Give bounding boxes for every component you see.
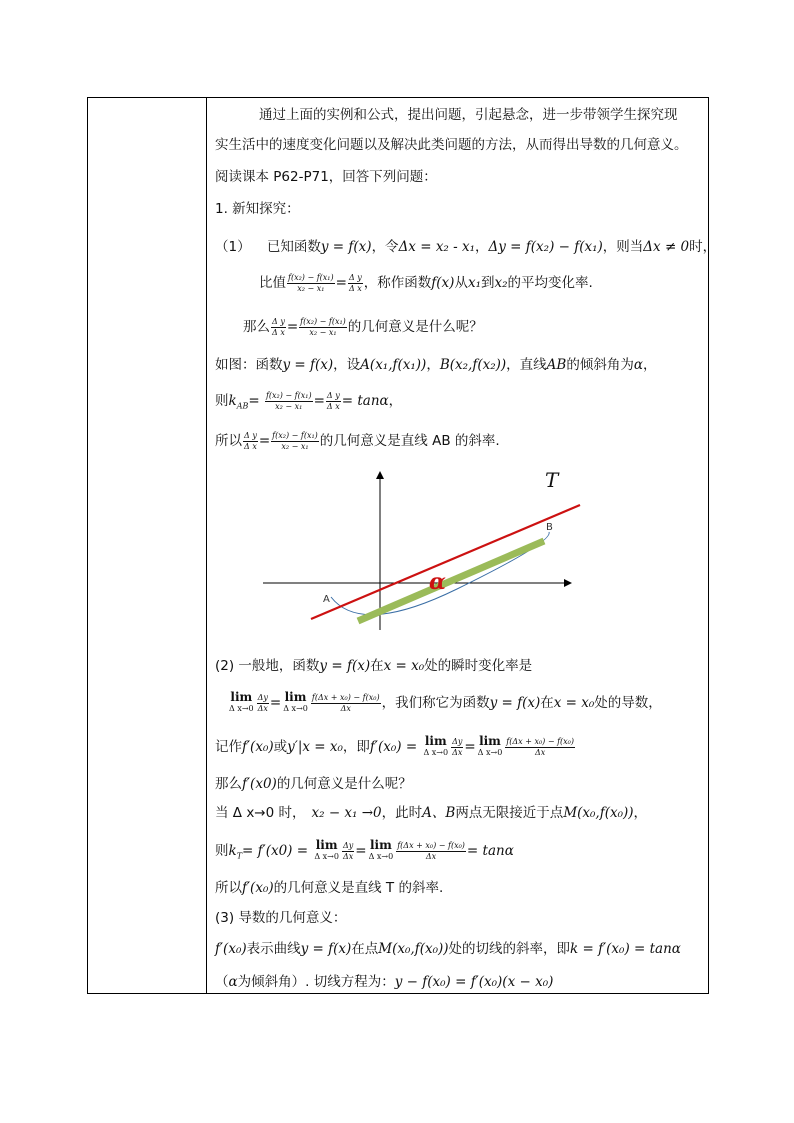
fraction-numerator: Δy: [342, 840, 354, 850]
part2-limit-line: [227, 688, 662, 718]
math-k-equals-tan: k = f′(x₀) = tanα: [570, 941, 681, 957]
math-k-subscript: T: [236, 851, 243, 861]
part2-tangent-slope-line: [215, 836, 514, 872]
text: 或: [273, 739, 288, 755]
limit-subscript: Δ x→0: [423, 748, 449, 757]
text: ，称作函数: [363, 275, 432, 291]
fraction-denominator: Δx: [340, 703, 351, 713]
text: 所以: [215, 433, 242, 449]
fraction-increment-quotient: [311, 693, 381, 714]
text: 如图：函数: [215, 357, 283, 373]
part1-ratio-line: [259, 271, 593, 295]
math-y-equals-fx: y = f(x): [282, 357, 334, 373]
part3-meaning-line: [215, 940, 681, 958]
text: 的几何意义是直线 AB 的斜率.: [319, 433, 500, 449]
point-label-A: A: [323, 594, 330, 605]
fraction-denominator: Δ x: [272, 327, 285, 337]
math-k: k: [228, 843, 237, 859]
equals-sign: =: [464, 739, 476, 755]
math-tan-alpha: = tanα: [466, 843, 514, 859]
math-x2-minus-x1: x₂ − x₁ →0: [311, 805, 382, 821]
text: 在点: [351, 941, 379, 957]
equals-sign: =: [258, 433, 271, 449]
fraction-difference-quotient: [299, 317, 347, 338]
text: 处的导数，: [594, 695, 662, 711]
text: 的平均变化率.: [507, 275, 593, 291]
math-alpha: α: [228, 974, 238, 990]
text: 从: [454, 275, 468, 291]
equals-sign: =: [335, 275, 347, 291]
part1-known-line: [215, 238, 716, 256]
fraction-numerator: f(x₂) − f(x₁): [288, 272, 334, 282]
math-delta-x: Δx = x₂ - x₁: [398, 239, 476, 255]
math-x2: x₂: [494, 275, 508, 291]
text: 所以: [215, 880, 242, 896]
fraction-numerator: Δy: [257, 692, 268, 702]
part3-heading: (3) 导数的几何意义：: [215, 910, 347, 926]
equals-sign: =: [269, 695, 282, 711]
limit-subscript: Δ x→0: [368, 852, 394, 861]
limit-word: lim: [479, 734, 501, 748]
math-points-AB: A、B: [422, 805, 456, 821]
intro-line-2: 实生活中的速度变化问题以及解决此类问题的方法，从而得出导数的几何意义。: [215, 137, 688, 153]
fraction-difference-quotient: [287, 273, 335, 294]
fraction-denominator: x₂ − x₁: [275, 401, 303, 411]
fraction-increment-quotient: [396, 841, 466, 862]
limit-subscript: Δ x→0: [283, 704, 308, 713]
secant-line-AB: [358, 541, 544, 621]
fraction-denominator: Δx: [342, 851, 354, 861]
tangent-label-T: T: [545, 468, 559, 492]
math-point-B: B(x₂,f(x₂)): [439, 357, 507, 373]
math-y-equals-fx: y = f(x): [320, 239, 372, 255]
text: 为倾斜角）. 切线方程为：: [237, 974, 395, 990]
text: ，: [426, 357, 440, 373]
text: 记作: [215, 739, 242, 755]
text: （: [215, 974, 229, 990]
fraction-increment-quotient: [505, 737, 575, 758]
limit-operator: [283, 692, 308, 714]
section-heading-new-knowledge: 1. 新知探究：: [215, 201, 300, 217]
equals-sign: =: [313, 393, 325, 409]
fraction-denominator: Δ x: [244, 441, 257, 451]
text: 表示曲线: [246, 941, 301, 957]
text: 处的切线的斜率，即: [448, 941, 571, 957]
fraction-denominator: Δx: [452, 747, 463, 757]
limit-word: lim: [424, 734, 447, 748]
part2-conclusion-line: [215, 879, 443, 897]
part3-equation-line: [215, 973, 553, 991]
math-point-M: M(x₀,f(x₀)): [563, 805, 634, 821]
math-alpha: α: [633, 357, 643, 373]
equals-sign: =: [355, 843, 367, 859]
text: 则: [215, 843, 229, 859]
equals-sign: =: [248, 393, 260, 409]
math-condition: Δx ≠ 0: [643, 239, 690, 255]
math-line-AB: AB: [546, 357, 567, 373]
fraction-denominator: Δ x: [326, 401, 340, 411]
math-x-equals-x0: x = x₀: [383, 658, 425, 674]
fraction-dy-dx: [271, 317, 286, 338]
limit-operator: [423, 736, 448, 758]
limit-subscript: Δ x→0: [477, 748, 503, 757]
fraction-dy-dx: [348, 273, 363, 294]
fraction-numerator: f(Δx + x₀) − f(x₀): [397, 840, 465, 850]
math-y-equals-fx: y = f(x): [300, 941, 352, 957]
text: 的几何意义是什么呢？: [276, 776, 412, 792]
part2-approach-line: [215, 804, 647, 822]
limit-operator: [478, 736, 503, 758]
fraction-numerator: Δ y: [348, 272, 362, 282]
text: ，: [475, 239, 489, 255]
math-f-prime-x0: f′(x0): [242, 776, 277, 792]
text: ，即: [342, 739, 370, 755]
math-f-prime-x0: = f′(x0) =: [242, 843, 309, 859]
text: (2) 一般地，函数: [215, 658, 320, 674]
text: ，则当: [602, 239, 644, 255]
text: 则: [215, 393, 229, 409]
text: 的倾斜角为: [566, 357, 634, 373]
text: 当 Δ x→0 时，: [215, 805, 306, 821]
fraction-denominator: x₂ − x₁: [309, 327, 337, 337]
fraction-denominator: Δx: [425, 851, 437, 861]
limit-subscript: Δ x→0: [314, 852, 339, 861]
limit-operator: [369, 840, 394, 862]
math-f-prime-x0: f′(x₀): [242, 739, 274, 755]
point-label-B: B: [546, 522, 553, 533]
text: 的几何意义是什么呢？: [347, 319, 483, 335]
text: ，: [633, 805, 648, 821]
text: 比值: [259, 275, 286, 291]
limit-word: lim: [284, 690, 307, 704]
fraction-numerator: f(Δx + x₀) − f(x₀): [311, 692, 380, 702]
fraction-numerator: f(x₂) − f(x₁): [265, 390, 312, 400]
fraction-numerator: Δy: [452, 736, 463, 746]
limit-word: lim: [315, 838, 338, 852]
fraction-numerator: f(Δx + x₀) − f(x₀): [506, 736, 575, 746]
fraction-numerator: Δ y: [244, 430, 257, 440]
text: 已知函数: [266, 239, 321, 255]
math-f-prime-x0: f′(x₀) =: [369, 739, 418, 755]
text: 那么: [215, 776, 242, 792]
equals-sign: =: [286, 319, 299, 335]
text: ，: [642, 357, 657, 373]
tangent-line-T: [311, 505, 580, 619]
angle-label-alpha: α: [429, 569, 446, 595]
limit-word: lim: [230, 690, 253, 704]
fraction-denominator: Δx: [535, 747, 546, 757]
math-k: k: [228, 393, 237, 409]
limit-operator: [229, 692, 254, 714]
fraction-denominator: Δx: [257, 703, 268, 713]
tangent-secant-figure: [147, 372, 587, 652]
text: 时，: [689, 239, 717, 255]
text: 那么: [243, 319, 270, 335]
text: ，此时: [381, 805, 423, 821]
part2-notation-line: [215, 732, 576, 762]
fraction-dy-dx: [451, 737, 463, 758]
fraction-dy-dx: [257, 693, 269, 714]
text: ，直线: [506, 357, 547, 373]
text: 在: [540, 695, 554, 711]
fraction-numerator: f(x₂) − f(x₁): [272, 430, 318, 440]
fraction-dy-dx: [342, 841, 354, 862]
math-x-equals-x0: x = x₀: [553, 695, 595, 711]
text: 处的瞬时变化率是: [424, 658, 533, 674]
math-k-subscript: AB: [236, 401, 249, 411]
limit-operator: [314, 840, 339, 862]
part1-question-line: [243, 315, 483, 339]
math-tan-alpha: = tanα: [341, 393, 389, 409]
limit-subscript: Δ x→0: [229, 704, 254, 713]
fraction-numerator: Δ y: [272, 316, 285, 326]
fraction-denominator: x₂ − x₁: [297, 283, 325, 293]
fraction-numerator: f(x₂) − f(x₁): [300, 316, 346, 326]
text: 到: [480, 275, 495, 291]
part2-intro-line: [215, 657, 532, 675]
math-f-prime-x0: f′(x₀): [215, 941, 247, 957]
fraction-denominator: x₂ − x₁: [281, 441, 309, 451]
part2-question-line: [215, 775, 412, 793]
intro-line-1: 通过上面的实例和公式，提出问题，引起悬念，进一步带领学生探究现: [259, 107, 678, 123]
intro-line-3: 阅读课本 P62-P71，回答下列问题：: [215, 169, 437, 185]
math-point-M: M(x₀,f(x₀)): [378, 941, 449, 957]
text: ，: [388, 393, 403, 409]
text: 在: [370, 658, 384, 674]
math-y-equals-fx: y = f(x): [319, 658, 371, 674]
math-fx: f(x): [431, 275, 455, 291]
text: ，我们称它为函数: [381, 695, 490, 711]
text: ，设: [333, 357, 361, 373]
part1-number: （1）: [215, 239, 251, 255]
math-x1: x₁: [467, 275, 481, 291]
math-delta-y: Δy = f(x₂) − f(x₁): [488, 239, 603, 255]
fraction-denominator: Δ x: [348, 283, 362, 293]
math-point-A: A(x₁,f(x₁)): [360, 357, 427, 373]
math-y-prime: y′|x = x₀: [287, 739, 343, 755]
limit-word: lim: [369, 838, 392, 852]
math-tangent-equation: y − f(x₀) = f′(x₀)(x − x₀): [394, 974, 554, 990]
text: 的几何意义是直线 T 的斜率.: [273, 880, 444, 896]
text: ，令: [371, 239, 399, 255]
fraction-numerator: Δ y: [326, 390, 340, 400]
text: 两点无限接近于点: [455, 805, 564, 821]
math-f-prime-x0: f′(x₀): [242, 880, 274, 896]
math-y-equals-fx: y = f(x): [489, 695, 541, 711]
